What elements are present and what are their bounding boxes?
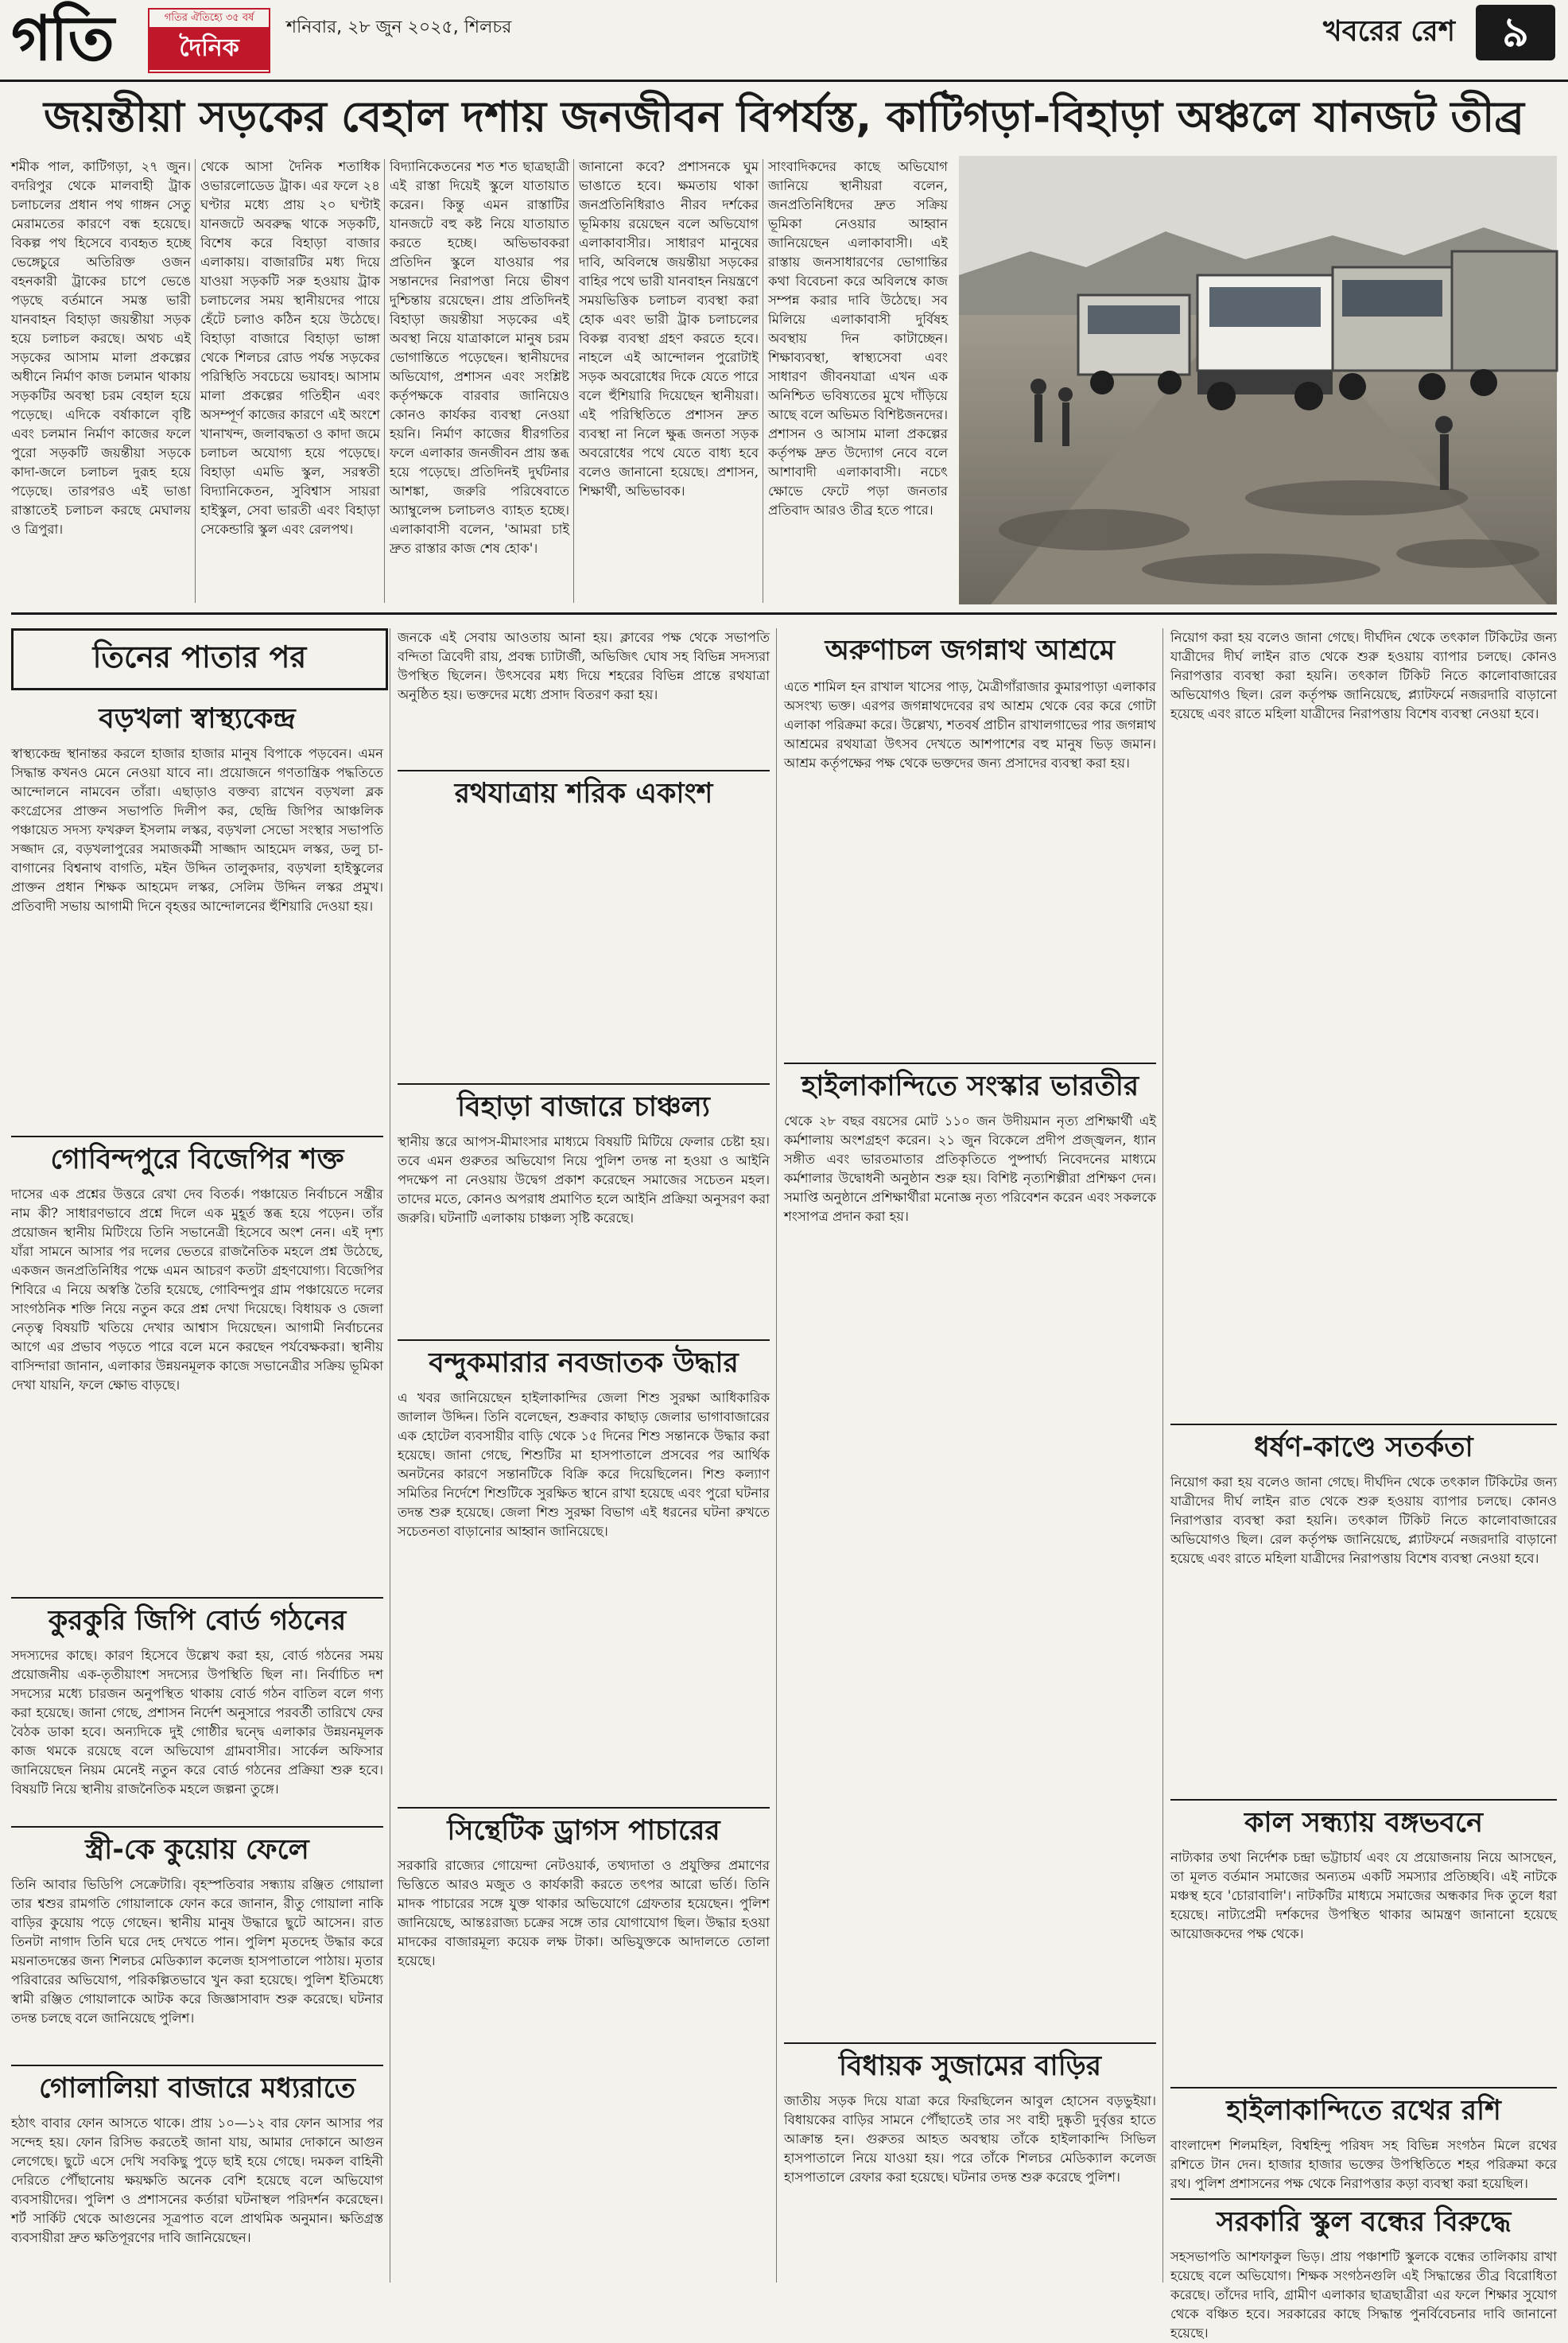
story-body: সহসভাপতি আশফাকুল ভিড়। প্রায় পঞ্চাশটি স্কুলকে বন্ধের তালিকায় রাখা হয়েছে বলে অভিযোগ। শিক্ষক সংগঠনগুলি এই সিদ্ধান্তের তীব্র বিরোধিতা করেছে। তাঁদের দাবি, গ্রামীণ এলাকার ছাত্রছাত্রীরা এর ফলে শিক্ষার সুযোগ থেকে বঞ্চিত হবে। সরকারের কাছে সিদ্ধান্ত পুনর্বিবেচনার দাবি জানানো হয়েছে।	[1170, 2249, 1557, 2341]
logo-badge	[148, 8, 270, 73]
story-body: সদস্যদের কাছে। কারণ হিসেবে উল্লেখ করা হয়, বোর্ড গঠনের সময় প্রয়োজনীয় এক-তৃতীয়াংশ সদস্যের উপস্থিতি ছিল না। নির্বাচিত দশ সদস্যের মধ্যে চারজন অনুপস্থিত থাকায় বোর্ড গঠন বাতিল বলে গণ্য করা হয়েছে। জানা গেছে, প্রশাসন নির্দেশ অনুসারে পরবর্তী তারিখে ফের বৈঠক ডাকা হবে। অন্যদিকে দুই গোষ্ঠীর দ্বন্দ্বে এলাকার উন্নয়নমূলক কাজ থমকে রয়েছে বলে অভিযোগ গ্রামবাসীর। সার্কেল অফিসার জানিয়েছেন নিয়ম মেনেই নতুন করে বোর্ড গঠনের প্রক্রিয়া শুরু হবে। বিষয়টি নিয়ে স্থানীয় রাজনৈতিক মহলে জল্পনা তুঙ্গে।	[11, 1648, 383, 1797]
masthead	[0, 0, 1568, 82]
story-body: সরকারি রাজ্যের গোয়েন্দা নেটওয়ার্ক, তথ্যদাতা ও প্রযুক্তির প্রমাণের ভিত্তিতে আরও মজুত ও কার্যকারী করতে তৎপর আরো ভর্তি। তিনি মাদক পাচারের সঙ্গে যুক্ত থাকার অভিযোগে গ্রেফতার হয়েছেন। পুলিশ জানিয়েছে, আন্তঃরাজ্য চক্রের সঙ্গে তার যোগাযোগ ছিল। উদ্ধার হওয়া মাদকের বাজারমূল্য কয়েক লক্ষ টাকা। অভিযুক্তকে আদালতে তোলা হয়েছে।	[398, 1858, 770, 1968]
story-headline: সিন্থেটিক ড্রাগস পাচারের	[398, 1807, 770, 1853]
page-number-badge: ৯	[1476, 5, 1555, 60]
continued-from-page-label: তিনের পাতার পর	[92, 639, 307, 674]
story-headline: অরুণাচল জগন্নাথ আশ্রমে	[825, 635, 1116, 666]
top-story-column: শমীক পাল, কাটিগড়া, ২৭ জুন। বদরিপুর থেকে মালবাহী ট্রাক চলাচলের প্রধান পথ গাঙ্গন সেতু মেরামতের কারণে বন্ধ হয়েছে। বিকল্প পথ হিসেবে ব্যবহৃত হচ্ছে ভেঙ্গেচুরে অতিরিক্ত ওজন বহনকারী ট্রাকের চাপে ভেঙে পড়ছে বর্তমানে সমস্ত ভারী যানবাহন বিহাড়া জয়ন্তীয়া সড়ক হয়ে চলাচল করছে। অথচ এই সড়কের আসাম মালা প্রকল্পের অধীনে নির্মাণ কাজ চলমান থাকায় সড়কটির অবস্থা চরম বেহাল হয়ে পড়েছে। এদিকে বর্ষাকালে বৃষ্টি এবং চলমান নির্মাণ কাজের ফলে পুরো সড়কটি জয়ন্তীয়া সড়কে কাদা-জলে চলাচল দুরূহ হয়ে পড়েছে। তারপরও এই ভাঙা রাস্তাতেই চলাচল করছে মেঘালয় ও ত্রিপুরা।	[11, 159, 191, 537]
story-headline: বিহাড়া বাজারে চাঞ্চল্য	[398, 1083, 770, 1129]
story-headline: বিধায়ক সুজামের বাড়ির	[784, 2042, 1156, 2088]
story-body: এ খবর জানিয়েছেন হাইলাকান্দির জেলা শিশু সুরক্ষা আধিকারিক জালাল উদ্দিন। তিনি বলেছেন, শুক্রবার কাছাড় জেলার ভাগাবাজারের এক হোটেল ব্যবসায়ীর বাড়ি থেকে ১৫ দিনের শিশু সন্তানকে উদ্ধার করা হয়েছে। জানা গেছে, শিশুটির মা হাসপাতালে প্রসবের পর আর্থিক অনটনের কারণে সন্তানটিকে বিক্রি করে দিয়েছিলেন। শিশু কল্যাণ সমিতির নির্দেশে শিশুটিকে সুরক্ষিত স্থানে রাখা হয়েছে এবং পুরো ঘটনার তদন্ত শুরু হয়েছে। জেলা শিশু সুরক্ষা বিভাগ এই ধরনের ঘটনা রুখতে সচেতনতা বাড়ানোর আহ্বান জানিয়েছে।	[398, 1390, 770, 1539]
column-rule	[195, 159, 196, 603]
story-body: জাতীয় সড়ক দিয়ে যাত্রা করে ফিরছিলেন আবুল হোসেন বড়ভুইয়া। বিধায়কের বাড়ির সামনে পৌঁছাতেই তার সং বাহী দুষ্কৃতী দুর্বৃত্তর হাতে আক্রান্ত হন। গুরুতর আহত অবস্থায় তাঁকে হাইলাকান্দি সিভিল হাসপাতালে নিয়ে যাওয়া হয়। পরে তাঁকে শিলচর মেডিক্যাল কলেজ হাসপাতালে রেফার করা হয়েছে। ঘটনার তদন্ত শুরু করেছে পুলিশ।	[784, 2093, 1156, 2185]
column-rule	[384, 159, 385, 603]
column-rule	[776, 628, 777, 2283]
story-headline: গোলালিয়া বাজারে মধ্যরাতে	[11, 2065, 383, 2111]
logo-badge-word: দৈনিক	[149, 27, 269, 70]
top-story-column: জানানো কবে? প্রশাসনকে ঘুম ভাঙাতে হবে। ক্ষমতায় থাকা জনপ্রতিনিধিরাও নীরব দর্শকের ভূমিকায় রয়েছেন বলে অভিযোগ এলাকাবাসীর। সাধারণ মানুষের দাবি, অবিলম্বে জয়ন্তীয়া সড়কের বাহির পথে ভারী যানবাহন নিয়ন্ত্রণে সময়ভিত্তিক চলাচল ব্যবস্থা করা হোক এবং ভারী ট্রাক চলাচলের বিকল্প ব্যবস্থা গ্রহণ করতে হবে। নাহলে এই আন্দোলন পুরোটাই সড়ক অবরোধের দিকে যেতে পারে বলে হুঁশিয়ারি দিয়েছেন স্থানীয়রা। এই পরিস্থিতিতে প্রশাসন দ্রুত ব্যবস্থা না নিলে ক্ষুব্ধ জনতা সড়ক অবরোধের পথে যেতে বাধ্য হবে বলেও জানানো হয়েছে। প্রশাসন, শিক্ষার্থী, অভিভাবক।	[579, 159, 759, 499]
story-body: থেকে ২৮ বছর বয়সের মোট ১১০ জন উদীয়মান নৃত্য প্রশিক্ষার্থী এই কর্মশালায় অংশগ্রহণ করেন। ২১ জুন বিকেলে প্রদীপ প্রজ্জ্বলন, ধ্যান সঙ্গীত এবং ভারতমাতার প্রতিকৃতিতে পুষ্পার্ঘ্য নিবেদনের মাধ্যমে কর্মশালার উদ্বোধনী অনুষ্ঠান শুরু হয়। বিশিষ্ট নৃত্যশিল্পীরা প্রশিক্ষণ দেন। সমাপ্তি অনুষ্ঠানে প্রশিক্ষার্থীরা মনোজ্ঞ নৃত্য পরিবেশন করেন এবং সকলকে শংসাপত্র প্রদান করা হয়।	[784, 1113, 1156, 1224]
story-body: এতে শামিল হন রাখাল খাসের পাড়, মৈত্রীগাঁরাজার কুমারপাড়া এলাকার অসংখ্য ভক্ত। এরপর জগন্নাথদেবের রথ আশ্রম থেকে বের করে গোটা এলাকা পরিক্রমা করে। উল্লেখ্য, শতবর্ষ প্রাচীন রাখালগাভের পার জগন্নাথ আশ্রমের রথযাত্রা উৎসব দেখতে আশপাশের বহু মানুষ ভিড় জমান। আশ্রম কর্তৃপক্ষের পক্ষ থেকে ভক্তদের জন্য প্রসাদের ব্যবস্থা করা হয়।	[784, 679, 1156, 771]
traffic-jam-photo	[959, 156, 1557, 604]
top-story-rule	[11, 612, 1557, 615]
story-headline: বন্দুকমারার নবজাতক উদ্ধার	[398, 1339, 770, 1385]
dateline: শনিবার, ২৮ জুন ২০২৫, শিলচর	[286, 17, 512, 37]
top-story-column: সাংবাদিকদের কাছে অভিযোগ জানিয়ে স্থানীয়রা বলেন, জনপ্রতিনিধিদের দ্রুত সক্রিয় ভূমিকা নেওয়ার আহ্বান জানিয়েছেন এলাকাবাসী। এই রাস্তায় জনসাধারণের ভোগান্তির কথা বিবেচনা করে অবিলম্বে কাজ সম্পন্ন করার দাবি উঠেছে। সব মিলিয়ে এলাকাবাসী দুর্বিষহ অবস্থায় দিন কাটাচ্ছেন। শিক্ষাব্যবস্থা, স্বাস্থ্যসেবা এবং সাধারণ জীবনযাত্রা এখন এক অনিশ্চিত ভবিষ্যতের মুখে দাঁড়িয়ে আছে বলে অভিমত বিশিষ্টজনদের। প্রশাসন ও আসাম মালা প্রকল্পের কর্তৃপক্ষ দ্রুত উদ্যোগ নেবে বলে আশাবাদী এলাকাবাসী। নচেৎ ক্ষোভে ফেটে পড়া জনতার প্রতিবাদ আরও তীব্র হতে পারে।	[768, 159, 948, 518]
story-body: জনকে এই সেবায় আওতায় আনা হয়। ক্লাবের পক্ষ থেকে সভাপতি বন্দিতা ত্রিবেদী রায়, প্রবন্ধ চ্যাটার্জী, অভিজিৎ ঘোষ সহ বিভিন্ন সদস্যরা উপস্থিত ছিলেন। উৎসবের মধ্য দিয়ে শহরের বিভিন্ন প্রান্তে রথযাত্রা অনুষ্ঠিত হয়। ভক্তদের মধ্যে প্রসাদ বিতরণ করা হয়।	[398, 630, 770, 702]
story-headline: ধর্ষণ-কাণ্ডে সতর্কতা	[1170, 1424, 1557, 1470]
story-headline: সরকারি স্কুল বন্ধের বিরুদ্ধে	[1170, 2198, 1557, 2244]
story-body: বাংলাদেশ শিলমহিল, বিশ্বহিন্দু পরিষদ সহ বিভিন্ন সংগঠন মিলে রথের রশিতে টান দেন। হাজার হাজার ভক্তের উপস্থিতিতে শহর পরিক্রমা করে রথ। পুলিশ প্রশাসনের পক্ষ থেকে নিরাপত্তার কড়া ব্যবস্থা করা হয়েছিল।	[1170, 2138, 1557, 2191]
story-headline: কাল সন্ধ্যায় বঙ্গভবনে	[1170, 1799, 1557, 1845]
story-body: নিয়োগ করা হয় বলেও জানা গেছে। দীর্ঘদিন থেকে তৎকাল টিকিটের জন্য যাত্রীদের দীর্ঘ লাইন রাত থেকে শুরু হওয়ায় ব্যাপার চলছে। কোনও নিরাপত্তার ব্যবস্থা করা হয়নি। তৎকাল টিকিট নিতে কালোবাজারের অভিযোগও ছিল। রেল কর্তৃপক্ষ জানিয়েছে, প্ল্যাটফর্মে নজরদারি বাড়ানো হয়েছে এবং রাতে মহিলা যাত্রীদের নিরাপত্তায় বিশেষ ব্যবস্থা নেওয়া হবে।	[1170, 1475, 1557, 1566]
story-body: হঠাৎ বাবার ফোন আসতে থাকে। প্রায় ১০—১২ বার ফোন আসার পর সন্দেহ হয়। ফোন রিসিভ করতেই জানা যায়, আমার দোকানে আগুন লেগেছে। ছুটে এসে দেখি সবকিছু পুড়ে ছাই হয়ে গেছে। দমকল বাহিনী দেরিতে পৌঁছানোয় ক্ষয়ক্ষতি অনেক বেশি হয়েছে বলে অভিযোগ ব্যবসায়ীদের। পুলিশ ও প্রশাসনের কর্তারা ঘটনাস্থল পরিদর্শন করেছেন। শর্ট সার্কিট থেকে আগুনের সূত্রপাত বলে প্রাথমিক অনুমান। ক্ষতিগ্রস্ত ব্যবসায়ীরা দ্রুত ক্ষতিপূরণের দাবি জানিয়েছেন।	[11, 2116, 383, 2245]
top-story-headline: জয়ন্তীয়া সড়কের বেহাল দশায় জনজীবন বিপর্যস্ত, কাটিগড়া-বিহাড়া অঞ্চলে যানজট তীব্র	[43, 93, 1524, 142]
column-rule	[573, 159, 574, 603]
story-headline: হাইলাকান্দিতে সংস্কার ভারতীর	[784, 1063, 1156, 1109]
story-body: স্থানীয় স্তরে আপস-মীমাংসার মাধ্যমে বিষয়টি মিটিয়ে ফেলার চেষ্টা হয়। তবে এমন গুরুতর অভিযোগ নিয়ে পুলিশ তদন্ত না হওয়া ও আইনি পদক্ষেপ না নেওয়ায় উদ্বেগ প্রকাশ করেছেন সমাজের সচেতন মহল। তাদের মতে, কোনও অপরাধ প্রমাণিত হলে আইনি প্রক্রিয়া অনুসরণ করা জরুরি। ঘটনাটি এলাকায় চাঞ্চল্য সৃষ্টি করেছে।	[398, 1134, 770, 1226]
section-label: খবরের রেশ	[1323, 15, 1455, 48]
story-headline: কুরকুরি জিপি বোর্ড গঠনের	[11, 1597, 383, 1643]
newspaper-logo: গতি	[11, 3, 113, 75]
story-headline: গোবিন্দপুরে বিজেপির শক্ত	[11, 1136, 383, 1182]
logo-badge-tag: গতির ঐতিহ্যে ৩৫ বর্ষ	[164, 12, 254, 24]
story-body: স্বাস্থ্যকেন্দ্র স্থানান্তর করলে হাজার হাজার মানুষ বিপাকে পড়বেন। এমন সিদ্ধান্ত কখনও মেনে নেওয়া যাবে না। প্রয়োজনে গণতান্ত্রিক পদ্ধতিতে আন্দোলনে নামবেন তাঁরা। এছাড়াও বক্তব্য রাখেন বড়খলা ব্লক কংগ্রেসের প্রাক্তন সভাপতি দিলীপ কর, ছেন্দ্রি জিপির আঞ্চলিক পঞ্চায়েত সদস্য ফখরুল ইসলাম লস্কর, বড়খলা সেভো সংস্থার সভাপতি সজ্জাদ রে, বড়খলাপুরের সমাজকর্মী সাজ্জাদ আহমেদ লস্কর, ডলু চা-বাগানের বিশ্বনাথ বাগতি, মইন উদ্দিন তালুকদার, বড়খলা হাইস্কুলের প্রাক্তন প্রধান শিক্ষক আহমেদ লস্কর, সেলিম উদ্দিন লস্কর প্রমুখ। প্রতিবাদী সভায় আগামী দিনে বৃহত্তর আন্দোলনের হুঁশিয়ারি দেওয়া হয়।	[11, 746, 383, 914]
top-story-column: বিদ্যানিকেতনের শত শত ছাত্রছাত্রী এই রাস্তা দিয়েই স্কুলে যাতায়াত করেন। কিন্তু এমন রাস্তাটির যানজটে বহু কষ্ট নিয়ে যাতায়াত করতে হচ্ছে। অভিভাবকরা প্রতিদিন স্কুলে যাওয়ার পর সন্তানদের নিরাপত্তা নিয়ে ভীষণ দুশ্চিন্তায় রয়েছেন। প্রায় প্রতিদিনই বিহাড়া জয়ন্তীয়া সড়কের এই অবস্থা নিয়ে যাত্রাকালে মানুষ চরম ভোগান্তিতে পড়েছেন। স্থানীয়দের অভিযোগ, প্রশাসন এবং সংশ্লিষ্ট কর্তৃপক্ষকে বারবার জানিয়েও কোনও কার্যকর ব্যবস্থা নেওয়া হয়নি। নির্মাণ কাজের ধীরগতির ফলে এলাকার জনজীবন প্রায় স্তব্ধ হয়ে পড়েছে। প্রতিদিনই দুর্ঘটনার আশঙ্কা, জরুরি পরিষেবাতে অ্যাম্বুলেন্স চলাচলও ব্যাহত হচ্ছে। এলাকাবাসী বলেন, 'আমরা চাই দ্রুত রাস্তার কাজ শেষ হোক'।	[390, 159, 569, 556]
top-story-column: থেকে আসা দৈনিক শতাধিক ওভারলোডেড ট্রাক। এর ফলে ২৪ ঘণ্টার মধ্যে প্রায় ২০ ঘণ্টাই যানজটে অবরুদ্ধ থাকে সড়কটি, বিশেষ করে বিহাড়া বাজার এলাকায়। বাজারটির মধ্য দিয়ে যাওয়া সড়কটি সরু হওয়ায় ট্রাক চলাচলের সময় স্থানীয়দের পায়ে হেঁটে চলাও কঠিন হয়ে উঠেছে। বিহাড়া বাজারে বিহাড়া ভাঙ্গা থেকে শিলচর রোড পর্যন্ত সড়কের পরিস্থিতি সবচেয়ে ভয়াবহ। আসাম মালা প্রকল্পের গতিহীন এবং অসম্পূর্ণ কাজের কারণে এই অংশে খানাখন্দ, জলাবদ্ধতা ও কাদা জমে চলাচল অযোগ্য হয়ে পড়েছে। বিহাড়া এমভি স্কুল, সরস্বতী বিদ্যানিকেতন, সুবিশ্বাস সায়রা হাইস্কুল, সেবা ভারতী এবং বিহাড়া সেকেন্ডারি স্কুল এবং রেলপথ।	[200, 159, 380, 537]
story-body: নিয়োগ করা হয় বলেও জানা গেছে। দীর্ঘদিন থেকে তৎকাল টিকিটের জন্য যাত্রীদের দীর্ঘ লাইন রাত থেকে শুরু হওয়ায় ব্যাপার চলছে। কোনও নিরাপত্তার ব্যবস্থা করা হয়নি। তৎকাল টিকিট নিতে কালোবাজারের অভিযোগও ছিল। রেল কর্তৃপক্ষ জানিয়েছে, প্ল্যাটফর্মে নজরদারি বাড়ানো হয়েছে এবং রাতে মহিলা যাত্রীদের নিরাপত্তায় বিশেষ ব্যবস্থা নেওয়া হবে।	[1170, 630, 1557, 721]
story-headline: হাইলাকান্দিতে রথের রশি	[1170, 2087, 1557, 2133]
story-body: দাসের এক প্রশ্নের উত্তরে রেখা দেব বিতর্ক। পঞ্চায়েত নির্বাচনে সন্ত্রীর নাম কী? সাধারণভাবে প্রশ্নে দিলে এক মুহূর্ত স্তব্ধ হয়ে পড়েন। তাঁর প্রয়োজন স্থানীয় মিটিংয়ে তিনি সভানেত্রী হিসেবে অংশ নেন। এই দৃশ্য যাঁরা সামনে আসার পর দলের ভেতরে রাজনৈতিক মহলে প্রশ্ন উঠেছে, একজন জনপ্রতিনিধির পক্ষে এমন আচরণ কতটা গ্রহণযোগ্য। বিজেপির শিবিরে এ নিয়ে অস্বস্তি তৈরি হয়েছে, গোবিন্দপুর গ্রাম পঞ্চায়েতে দলের সাংগঠনিক শক্তি নিয়ে নতুন করে প্রশ্ন দেখা দিয়েছে। বিধায়ক ও জেলা নেতৃত্ব বিষয়টি খতিয়ে দেখার আশ্বাস দিয়েছেন। আগামী নির্বাচনের আগে এর প্রভাব পড়তে পারে বলে মনে করছেন পর্যবেক্ষকরা। স্থানীয় বাসিন্দারা জানান, এলাকার উন্নয়নমূলক কাজে সভানেত্রীর সক্রিয় ভূমিকা দেখা যায়নি, ফলে ক্ষোভ বাড়ছে।	[11, 1187, 383, 1393]
story-headline: স্ত্রী-কে কুয়োয় ফেলে	[11, 1826, 383, 1872]
story-body: তিনি আবার ভিডিপি সেক্রেটারি। বৃহস্পতিবার সন্ধ্যায় রঞ্জিত গোয়ালা তার শ্বশুর রামগতি গোয়ালাকে ফোন করে জানান, রীতু গোয়ালা নাকি বাড়ির কুয়োয় পড়ে গেছেন। স্থানীয় মানুষ উদ্ধারে ছুটে আসেন। রাত তিনটা নাগাদ তিনি ঘরে দেহ দেখতে পান। পুলিশ মৃতদেহ উদ্ধার করে ময়নাতদন্তের জন্য শিলচর মেডিক্যাল কলেজ হাসপাতালে পাঠায়। মৃতার পরিবারের অভিযোগ, পরিকল্পিতভাবে খুন করা হয়েছে। পুলিশ ইতিমধ্যে স্বামী রঞ্জিত গোয়ালাকে আটক করে জিজ্ঞাসাবাদ শুরু করেছে। ঘটনার তদন্ত চলছে বলে জানিয়েছে পুলিশ।	[11, 1877, 383, 2026]
continued-from-page-box	[11, 628, 388, 690]
story-headline: বড়খলা স্বাস্থ্যকেন্দ্র	[99, 703, 296, 735]
column-rule	[1162, 628, 1163, 2283]
story-body: নাট্যকার তথা নির্দেশক চন্দ্রা ভট্টাচার্য এবং যে প্রয়োজনায় নিয়ে আসছেন, তা মূলত বর্তমান সমাজের অন্যতম একটি সমস্যার প্রতিচ্ছবি। এই নাটকে মঞ্চস্থ হবে 'চোরাবালি'। নাটকটির মাধ্যমে সমাজের অন্ধকার দিক তুলে ধরা হয়েছে। নাট্যপ্রেমী দর্শকদের উপস্থিত থাকার আমন্ত্রণ জানানো হয়েছে আয়োজকদের পক্ষ থেকে।	[1170, 1850, 1557, 1941]
story-headline: রথযাত্রায় শরিক একাংশ	[398, 770, 770, 816]
